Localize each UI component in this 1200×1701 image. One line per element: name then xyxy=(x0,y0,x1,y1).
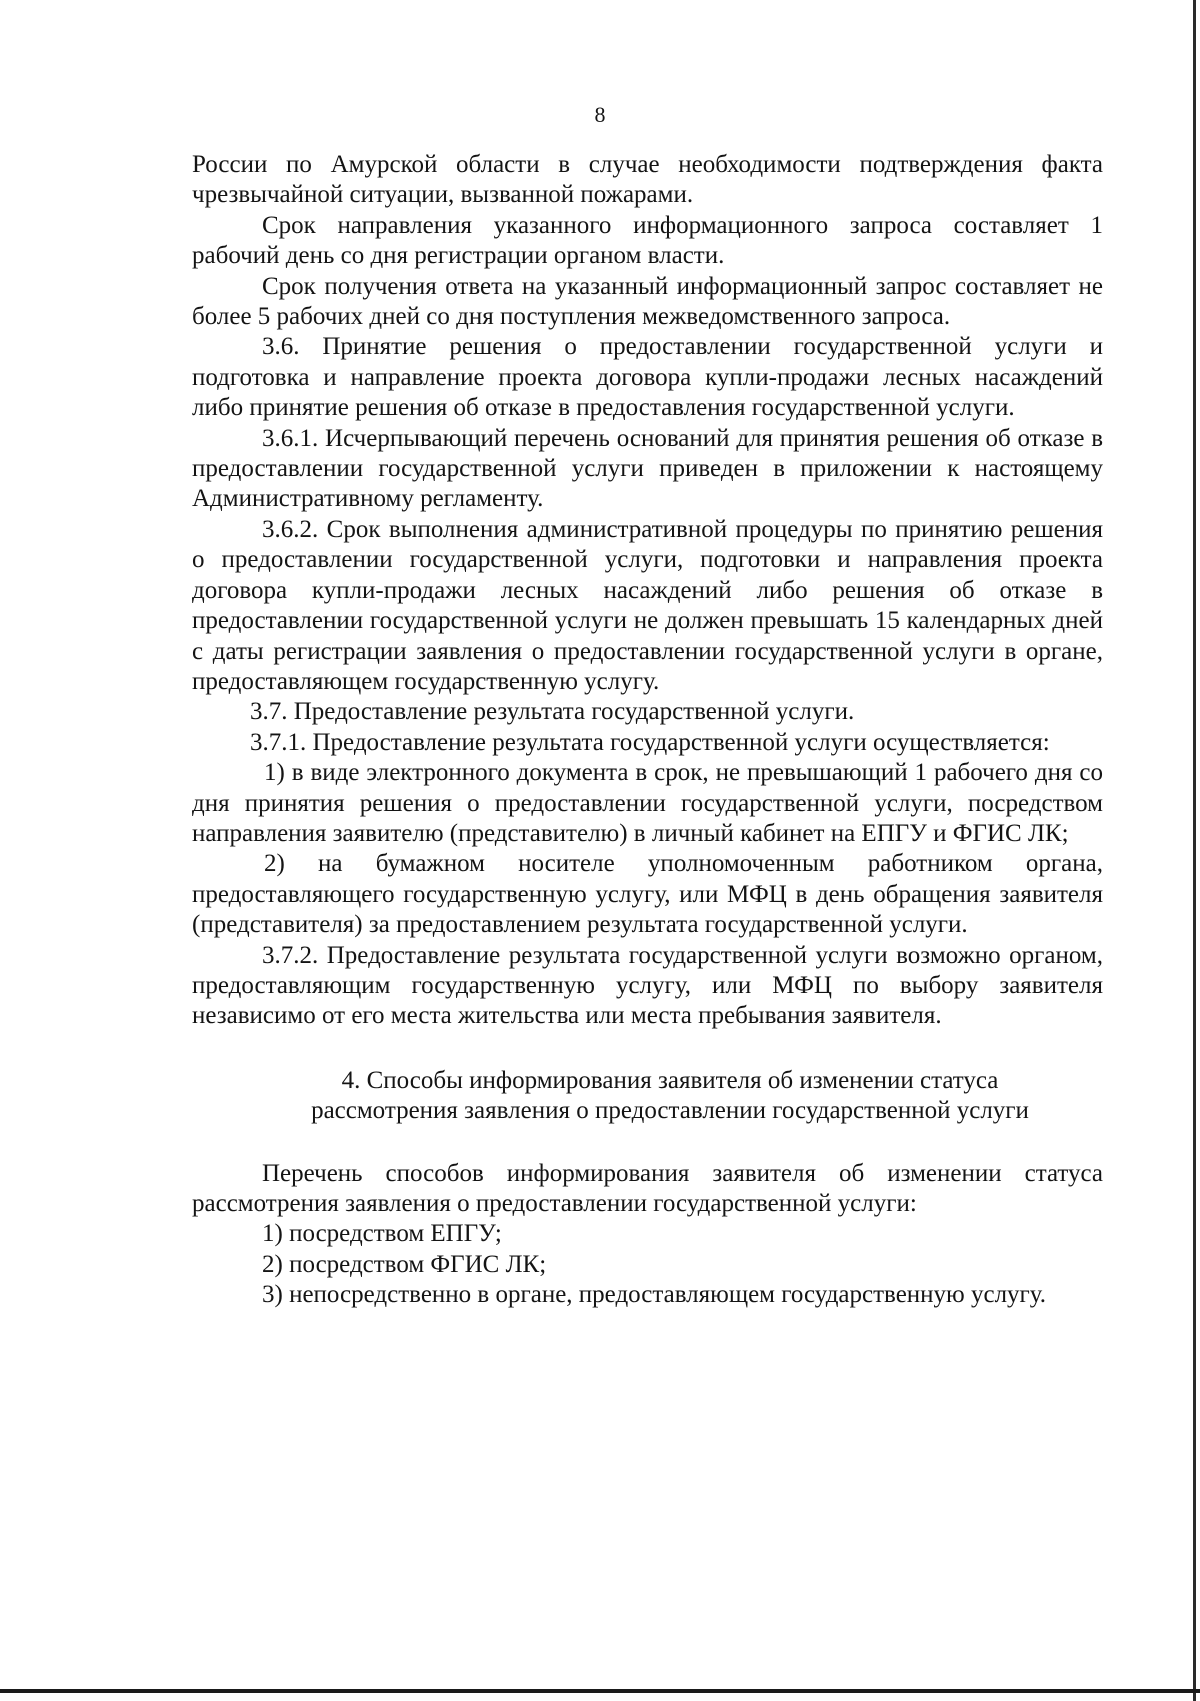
scan-right-edge xyxy=(1193,0,1196,1701)
paragraph-3-7-1: 3.7.1. Предоставление результата государственной услуги осуществляется: xyxy=(250,728,1050,756)
paragraph-request-deadline: Срок направления указанного информационного запроса составляет 1 рабочий день со дня регистрации органом власти. xyxy=(192,211,1103,270)
section-4-item-epgu: 1) посредством ЕПГУ; xyxy=(262,1220,502,1248)
list-item-paper: 2) на бумажном носителе уполномоченным работником органа, предоставляющего государственную услугу, или МФЦ в день обращения заявителя (представителя) за предоставлением результата государственной услуги. xyxy=(192,850,1103,939)
section-4-intro: Перечень способов информирования заявителя об изменении статуса рассмотрения заявления о предоставлении государственной услуги: xyxy=(192,1159,1103,1217)
list-item-electronic: 1) в виде электронного документа в срок, не превышающий 1 рабочего дня со дня принятия решения о предоставлении государственной услуги, посредством направления заявителю (представителю) в личный кабинет на ЕПГУ и ФГИС ЛК; xyxy=(192,759,1103,847)
section-4-heading xyxy=(192,1066,1103,1127)
section-4-heading-line-2: рассмотрения заявления о предоставлении государственной услуги xyxy=(311,1097,1029,1125)
paragraph-3-6-1: 3.6.1. Исчерпывающий перечень оснований для принятия решения об отказе в предоставлении государственной услуги приведен в приложении к настоящему Административному регламенту. xyxy=(192,424,1103,513)
section-4-item-organ: 3) непосредственно в органе, предоставляющем государственную услугу. xyxy=(262,1281,1047,1309)
scan-bottom-edge xyxy=(0,1689,1200,1693)
paragraph-3-6: 3.6. Принятие решения о предоставлении государственной услуги и подготовка и направление проекта договора купли-продажи лесных насаждений либо принятие решения об отказе в предоставления государственной услуги. xyxy=(192,333,1103,422)
paragraph-3-6-2: 3.6.2. Срок выполнения административной процедуры по принятию решения о предоставлении государственной услуги, подготовки и направления проекта договора купли-продажи лесных насаждений либо решения об отказе в предоставлении государственной услуги не должен превышать 15 календарных дней с даты регистрации заявления о предоставлении государственной услуги в органе, предоставляющем государственную услугу. xyxy=(192,515,1103,695)
paragraph-3-7-2: 3.7.2. Предоставление результата государственной услуги возможно органом, предоставляющим государственную услугу, или МФЦ по выбору заявителя независимо от его места жительства или места пребывания заявителя. xyxy=(192,941,1103,1030)
section-4-item-fgis: 2) посредством ФГИС ЛК; xyxy=(262,1250,547,1278)
document-body xyxy=(192,150,1103,1311)
paragraph-response-deadline: Срок получения ответа на указанный информационный запрос составляет не более 5 рабочих дней со дня поступления межведомственного запроса. xyxy=(192,272,1103,331)
section-4-heading-line-1: 4. Способы информирования заявителя об изменении статуса xyxy=(341,1066,999,1094)
paragraph-3-7: 3.7. Предоставление результата государственной услуги. xyxy=(250,698,855,726)
paragraph-continuation: России по Амурской области в случае необходимости подтверждения факта чрезвычайной ситуации, вызванной пожарами. xyxy=(192,151,1103,209)
page-number: 8 xyxy=(594,102,606,127)
